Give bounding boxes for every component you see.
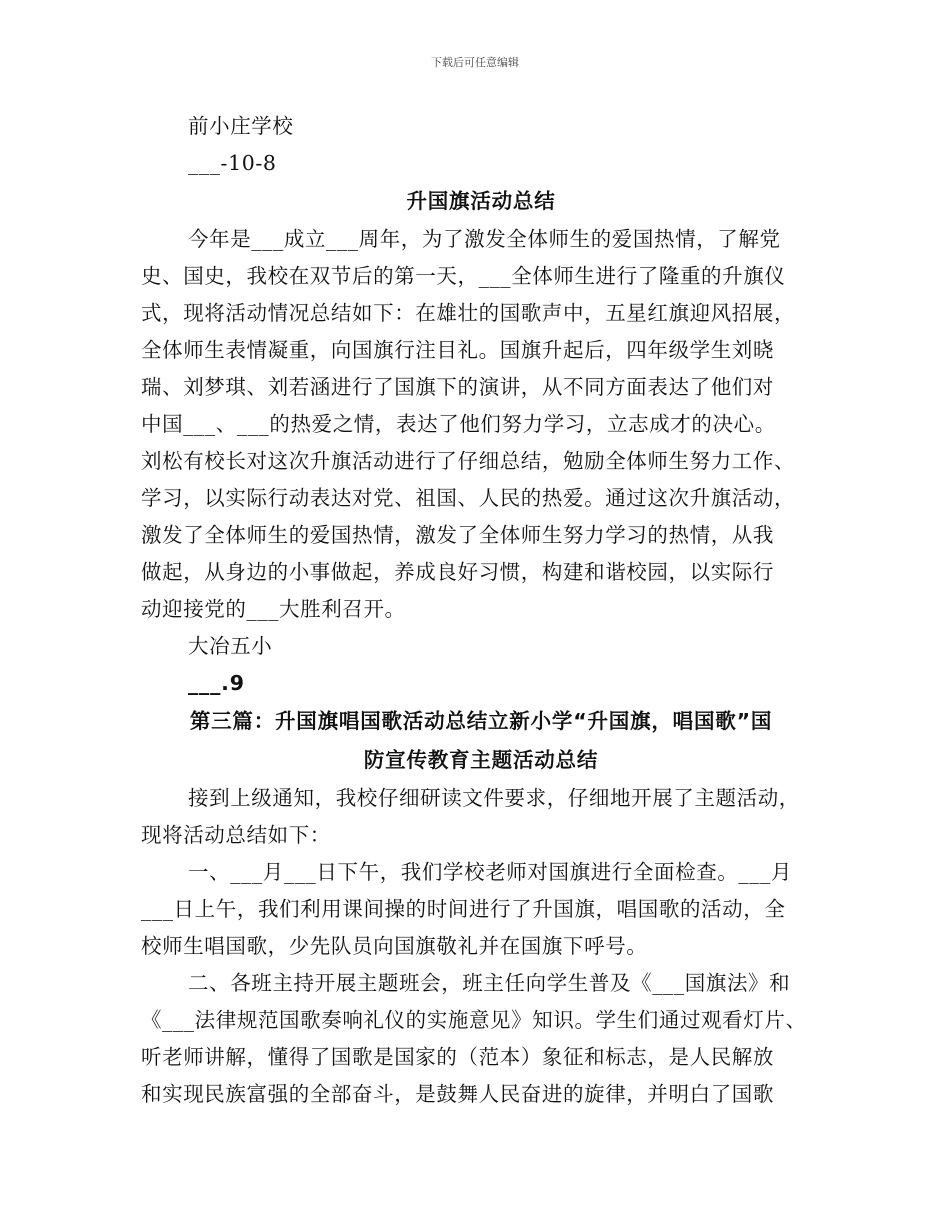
section-title-3-line-1: 第三篇：升国旗唱国歌活动总结立新小学“升国旗，唱国歌”国	[189, 709, 773, 733]
date-line-2: ___.9	[188, 671, 245, 695]
paragraph-line: 一、___月___日下午，我们学校老师对国旗进行全面检查。___月	[188, 860, 793, 884]
document-body	[141, 108, 821, 1113]
paragraph-line: 动迎接党的___大胜利召开。	[141, 597, 406, 621]
paragraph-line: 听老师讲解，懂得了国歌是国家的（范本）象征和标志，是人民解放	[141, 1045, 774, 1069]
paragraph-line: 和实现民族富强的全部奋斗，是鼓舞人民奋进的旋律，并明白了国歌	[141, 1082, 774, 1106]
paragraph-line: 现将活动总结如下：	[141, 823, 331, 847]
paragraph-line: 接到上级通知，我校仔细研读文件要求，仔细地开展了主题活动，	[188, 786, 800, 810]
paragraph-line: 全体师生表情凝重，向国旗行注目礼。国旗升起后，四年级学生刘晓	[141, 338, 774, 362]
section-title-1: 升国旗活动总结	[406, 189, 556, 213]
paragraph-line: 激发了全体师生的爱国热情，激发了全体师生努力学习的热情，从我	[141, 523, 774, 547]
paragraph-line: 瑞、刘梦琪、刘若涵进行了国旗下的演讲，从不同方面表达了他们对	[141, 375, 774, 399]
paragraph-line: 学习，以实际行动表达对党、祖国、人民的热爱。通过这次升旗活动，	[141, 486, 796, 510]
school-name-1: 前小庄学校	[188, 114, 294, 138]
date-line-1: ___-10-8	[188, 151, 277, 175]
paragraph-line: 式，现将活动情况总结如下：在雄壮的国歌声中，五星红旗迎风招展，	[141, 301, 796, 325]
paragraph-line: 校师生唱国歌，少先队员向国旗敬礼并在国旗下呼号。	[141, 934, 648, 958]
paragraph-line: ___日上午，我们利用课间操的时间进行了升国旗，唱国歌的活动，全	[141, 897, 786, 921]
paragraph-line: 《___法律规范国歌奏响礼仪的实施意见》知识。学生们通过观看灯片、	[141, 1008, 807, 1032]
paragraph-line: 中国___、___的热爱之情，表达了他们努力学习，立志成才的决心。	[141, 412, 776, 436]
paragraph-line: 今年是___成立___周年，为了激发全体师生的爱国热情，了解党	[188, 227, 781, 251]
paragraph-line: 做起，从身边的小事做起，养成良好习惯，构建和谐校园，以实际行	[141, 560, 774, 584]
school-name-2: 大冶五小	[188, 634, 273, 658]
paragraph-line: 史、国史，我校在双节后的第一天，___全体师生进行了隆重的升旗仪	[141, 264, 786, 288]
header-note: 下载后可任意编辑	[431, 56, 519, 69]
paragraph-line: 二、各班主持开展主题班会，班主任向学生普及《___国旗法》和	[188, 971, 791, 995]
section-title-3-line-2: 防宣传教育主题活动总结	[363, 748, 599, 772]
paragraph-line: 刘松有校长对这次升旗活动进行了仔细总结，勉励全体师生努力工作、	[141, 449, 796, 473]
